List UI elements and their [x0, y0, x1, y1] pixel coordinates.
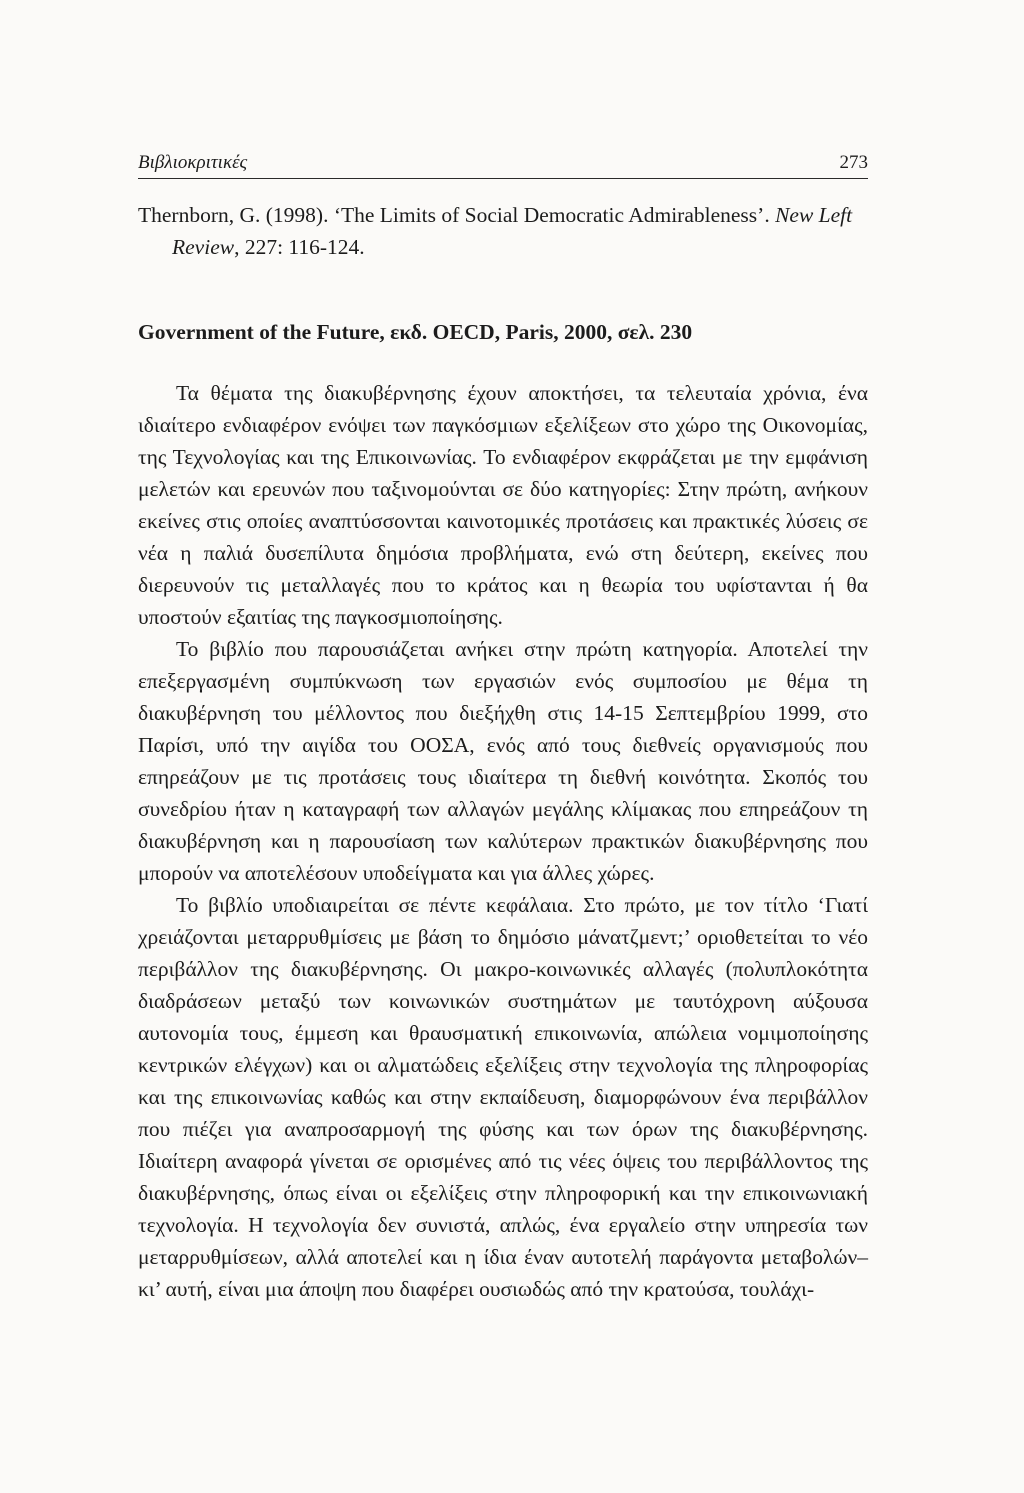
page-content [138, 152, 868, 1305]
reference-authors: Thernborn, G. (1998). [138, 203, 334, 227]
paragraph: Τα θέματα της διακυβέρνησης έχουν αποκτήσει, τα τελευταία χρόνια, ένα ιδιαίτερο ενδιαφέρον ενόψει των παγκόσμιων εξελίξεων στο χώρο της Οικονομίας, της Τεχνολογίας και της Επικοινωνίας. Το ενδιαφέρον εκφράζεται με την εμφάνιση μελετών και ερευνών που ταξινομούνται σε δύο κατηγορίες: Στην πρώτη, ανήκουν εκείνες στις οποίες αναπτύσσονται καινοτομικές προτάσεις και πρακτικές λύσεις σε νέα η παλιά δυσεπίλυτα δημόσια προβλήματα, ενώ στη δεύτερη, εκείνες που διερευνούν τις μεταλλαγές που το κράτος και η θεωρία του υφίστανται ή θα υποστούν εξαιτίας της παγκοσμιοποίησης. [138, 381, 868, 629]
section-title: Βιβλιοκριτικές [138, 152, 248, 173]
bibliography-reference [138, 199, 868, 263]
reference-title: ‘The Limits of Social Democratic Admirableness’. [333, 203, 776, 227]
review-body [138, 377, 868, 1305]
reference-journal: New Left Review [172, 203, 853, 259]
reference-details: , 227: 116-124. [234, 235, 365, 259]
running-header [138, 152, 868, 179]
paragraph: Το βιβλίο υποδιαιρείται σε πέντε κεφάλαια. Στο πρώτο, με τον τίτλο ‘Γιατί χρειάζονται μεταρρυθμίσεις με βάση το δημόσιο μάνατζμεντ;’ οριοθετείται το νέο περιβάλλον της διακυβέρνησης. Οι μακρο-κοινωνικές αλλαγές (πολυπλοκότητα διαδράσεων μεταξύ των κοινωνικών συστημάτων με ταυτόχρονη αύξουσα αυτονομία τους, έμμεση και θραυσματική επικοινωνία, απώλεια νομιμοποίησης κεντρικών ελέγχων) και οι αλματώδεις εξελίξεις στην τεχνολογία της πληροφορίας και της επικοινωνίας καθώς και στην εκπαίδευση, διαμορφώνουν ένα περιβάλλον που πιέζει για αναπροσαρμογή της φύσης και των όρων της διακυβέρνησης. Ιδιαίτερη αναφορά γίνεται σε ορισμένες από τις νέες όψεις του περιβάλλοντος της διακυβέρνησης, όπως είναι οι εξελίξεις στην πληροφορική και την επικοινωνιακή τεχνολογία. Η τεχνολογία δεν συνιστά, απλώς, ένα εργαλείο στην υπηρεσία των μεταρρυθμίσεων, αλλά αποτελεί και η ίδια έναν αυτοτελή παράγοντα μεταβολών– κι’ αυτή, είναι μια άποψη που διαφέρει ουσιωδώς από την κρατούσα, τουλάχι- [138, 893, 868, 1301]
paragraph: Το βιβλίο που παρουσιάζεται ανήκει στην πρώτη κατηγορία. Αποτελεί την επεξεργασμένη συμπύκνωση των εργασιών ενός συμποσίου με θέμα τη διακυβέρνηση του μέλλοντος που διεξήχθη στις 14-15 Σεπτεμβρίου 1999, στο Παρίσι, υπό την αιγίδα του ΟΟΣΑ, ενός από τους διεθνείς οργανισμούς που επηρεάζουν με τις προτάσεις τους ιδιαίτερα τη διεθνή κοινότητα. Σκοπός του συνεδρίου ήταν η καταγραφή των αλλαγών μεγάλης κλίμακας που επηρεάζουν τη διακυβέρνηση και η παρουσίαση των καλύτερων πρακτικών διακυβέρνησης που μπορούν να αποτελέσουν υποδείγματα και για άλλες χώρες. [138, 637, 868, 885]
page-number: 273 [839, 152, 868, 173]
review-book-title: Government of the Future, εκδ. OECD, Paris, 2000, σελ. 230 [138, 320, 693, 344]
